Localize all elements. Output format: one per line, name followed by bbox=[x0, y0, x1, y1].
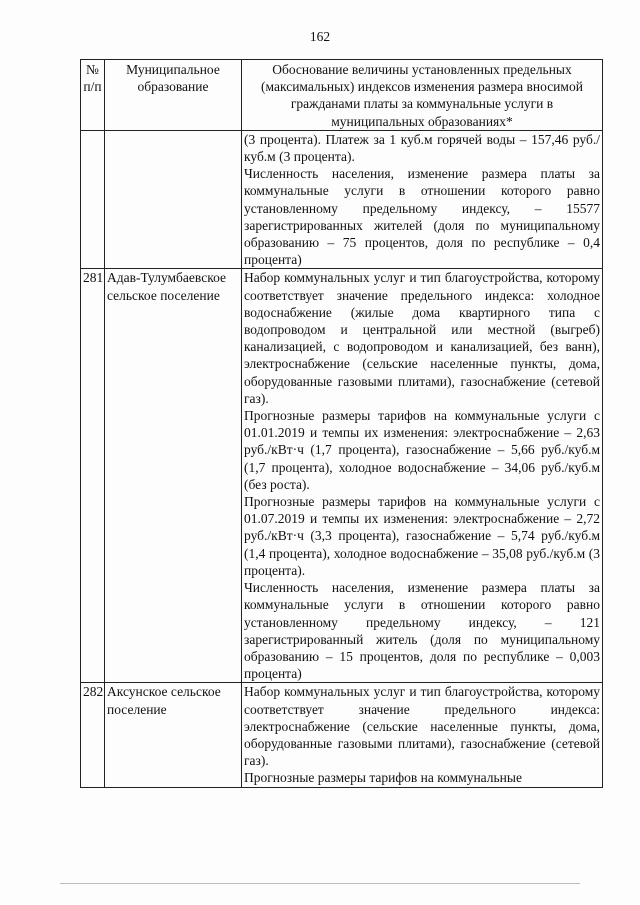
row-number: 281 bbox=[81, 269, 105, 683]
header-number: № п/п bbox=[81, 60, 105, 131]
justification-paragraph: Численность населения, изменение размера платы за коммунальные услуги в отношении которого равно установленному предельному индексу, – 15577 зарегистрированных жителей (доля по муниципальному образованию – 75 процентов, доля по республике – 0,4 процента) bbox=[244, 166, 600, 268]
justification-paragraph: Набор коммунальных услуг и тип благоустройства, которому соответствует значение предельного индекса: электроснабжение (сельские населенные пункты, дома, оборудованные газовыми плитами), газоснабжение (сетевой газ). bbox=[244, 684, 600, 769]
header-municipality: Муниципальное образование bbox=[105, 60, 242, 131]
tariff-index-table bbox=[80, 59, 603, 788]
scan-artifact-line bbox=[60, 883, 580, 884]
row-justification bbox=[242, 269, 603, 683]
page-number: 162 bbox=[309, 29, 331, 44]
justification-paragraph: Прогнозные размеры тарифов на коммунальные услуги с 01.07.2019 и темпы их изменения: электроснабжение – 2,72 руб./кВт·ч (3,3 процента), газоснабжение – 5,74 руб./куб.м (1,4 процента), холодное водоснабжение – 35,08 руб./куб.м (3 процента). bbox=[244, 494, 600, 578]
table-row bbox=[81, 130, 603, 269]
row-number bbox=[81, 130, 105, 269]
justification-paragraph: Прогнозные размеры тарифов на коммунальные услуги с 01.01.2019 и темпы их изменения: электроснабжение – 2,63 руб./кВт·ч (1,7 процента), газоснабжение – 5,66 руб./куб.м (1,7 процента), холодное водоснабжение – 34,06 руб./куб.м (без роста). bbox=[244, 408, 600, 492]
table-header-row bbox=[81, 60, 603, 131]
row-municipality: Аксунское сельское поселение bbox=[105, 683, 242, 787]
table-row bbox=[81, 683, 603, 787]
justification-paragraph: Численность населения, изменение размера платы за коммунальные услуги в отношении которого равно установленному предельному индексу, – 121 зарегистрированный житель (доля по муниципальному образованию – 15 процентов, доля по республике – 0,003 процента) bbox=[244, 580, 600, 682]
justification-paragraph: (3 процента). Платеж за 1 куб.м горячей воды – 157,46 руб./куб.м (3 процента). bbox=[244, 131, 600, 165]
justification-paragraph: Набор коммунальных услуг и тип благоустройства, которому соответствует значение предельного индекса: холодное водоснабжение (жилые дома квартирного типа с водопроводом и центральной или местной (выгреб) канализацией, с водопроводом и канализацией, без ванн), электроснабжение (сельские населенные пункты, дома, оборудованные газовыми плитами), газоснабжение (сетевой газ). bbox=[244, 270, 600, 406]
row-municipality: Адав-Тулумбаевское сельское поселение bbox=[105, 269, 242, 683]
row-justification bbox=[242, 130, 603, 269]
row-municipality bbox=[105, 130, 242, 269]
table-row bbox=[81, 269, 603, 683]
justification-paragraph: Прогнозные размеры тарифов на коммунальные bbox=[244, 770, 522, 786]
row-justification bbox=[242, 683, 603, 787]
row-number: 282 bbox=[81, 683, 105, 787]
header-justification: Обоснование величины установленных предельных (максимальных) индексов изменения размера вносимой гражданами платы за коммунальные услуги в муниципальных образованиях* bbox=[242, 60, 603, 131]
